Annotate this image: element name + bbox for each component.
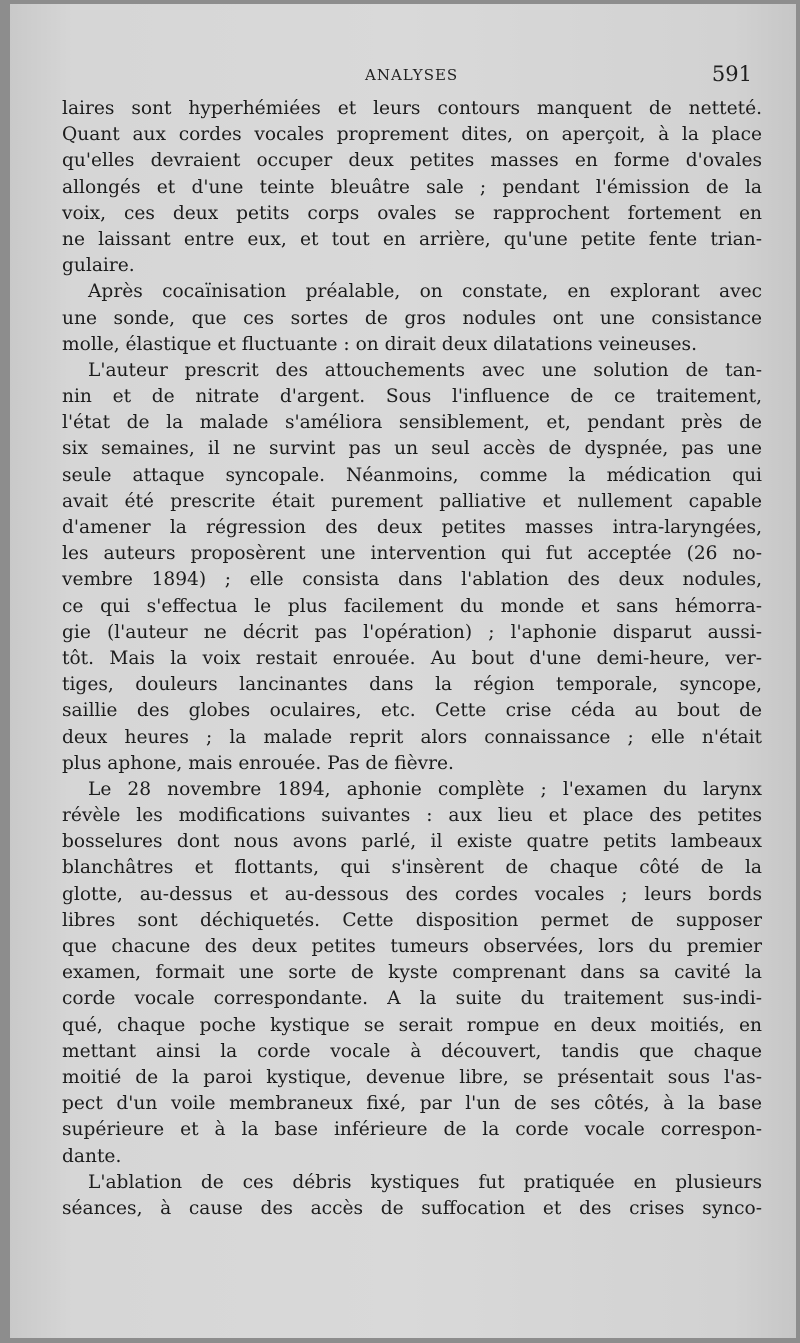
text-line: avait été prescrite était purement palliative et nullement capable [62, 490, 762, 512]
page-number: 591 [711, 62, 752, 86]
text-line: vembre 1894) ; elle consista dans l'ablation des deux nodules, [62, 569, 762, 591]
text-line: glotte, au-dessus et au-dessous des cordes vocales ; leurs bords [62, 883, 762, 905]
text-line: saillie des globes oculaires, etc. Cette crise céda au bout de [62, 700, 762, 722]
text-line: dante. [62, 1145, 122, 1167]
text-line: mettant ainsi la corde vocale à découvert, tandis que chaque [62, 1040, 762, 1062]
text-line: allongés et d'une teinte bleuâtre sale ; pendant l'émission de la [62, 176, 762, 198]
text-line: deux heures ; la malade reprit alors connaissance ; elle n'était [62, 726, 762, 748]
text-line: tiges, douleurs lancinantes dans la région temporale, syncope, [62, 674, 762, 696]
text-line: l'état de la malade s'améliora sensiblement, et, pendant près de [62, 412, 762, 434]
text-line: que chacune des deux petites tumeurs observées, lors du premier [62, 936, 762, 957]
text-line: séances, à cause des accès de suffocation et des crises synco- [62, 1197, 762, 1219]
text-line: d'amener la régression des deux petites masses intra-laryngées, [62, 517, 762, 538]
text-line: qu'elles devraient occuper deux petites masses en forme d'ovales [62, 150, 762, 172]
text-line: L'auteur prescrit des attouchements avec une solution de tan- [88, 359, 762, 381]
text-line: examen, formait une sorte de kyste comprenant dans sa cavité la [62, 962, 762, 984]
text-line: nin et de nitrate d'argent. Sous l'influence de ce traitement, [62, 386, 762, 408]
text-line: supérieure et à la base inférieure de la corde vocale correspon- [62, 1119, 762, 1141]
text-line: plus aphone, mais enrouée. Pas de fièvre. [62, 752, 454, 774]
text-line: qué, chaque poche kystique se serait rompue en deux moitiés, en [62, 1014, 762, 1036]
text-line: L'ablation de ces débris kystiques fut pratiquée en plusieurs [88, 1171, 762, 1193]
text-line: moitié de la paroi kystique, devenue libre, se présentait sous l'as- [62, 1066, 762, 1088]
text-line: bosselures dont nous avons parlé, il existe quatre petits lambeaux [62, 831, 762, 853]
text-line: gie (l'auteur ne décrit pas l'opération) ; l'aphonie disparut aussi- [62, 621, 762, 643]
text-line: seule attaque syncopale. Néanmoins, comme la médication qui [62, 464, 762, 486]
text-line: corde vocale correspondante. A la suite du traitement sus-indi- [62, 988, 762, 1010]
text-line: ce qui s'effectua le plus facilement du monde et sans hémorra- [62, 595, 762, 617]
text-line: molle, élastique et fluctuante : on dirait deux dilatations veineuses. [62, 333, 697, 355]
text-line: révèle les modifications suivantes : aux lieu et place des petites [62, 805, 762, 827]
text-line: gulaire. [62, 255, 135, 277]
text-line: pect d'un voile membraneux fixé, par l'un de ses côtés, à la base [62, 1093, 762, 1115]
text-line: Le 28 novembre 1894, aphonie complète ; l'examen du larynx [88, 778, 762, 800]
text-line: laires sont hyperhémiées et leurs contours manquent de netteté. [62, 98, 762, 119]
text-line: voix, ces deux petits corps ovales se rapprochent fortement en [62, 202, 762, 224]
body-text [62, 96, 762, 1222]
text-line: libres sont déchiquetés. Cette disposition permet de supposer [62, 909, 762, 931]
text-line: les auteurs proposèrent une intervention qui fut acceptée (26 no- [62, 543, 762, 565]
running-title: ANALYSES [365, 66, 459, 84]
text-line: tôt. Mais la voix restait enrouée. Au bout d'une demi-heure, ver- [62, 647, 762, 669]
text-line: six semaines, il ne survint pas un seul accès de dyspnée, pas une [62, 438, 762, 460]
text-line: Quant aux cordes vocales proprement dites, on aperçoit, à la place [62, 124, 762, 146]
book-page [10, 4, 796, 1338]
page-header [10, 62, 796, 92]
text-line: blanchâtres et flottants, qui s'insèrent de chaque côté de la [62, 857, 762, 879]
text-line: ne laissant entre eux, et tout en arrière, qu'une petite fente trian- [62, 228, 762, 250]
text-line: Après cocaïnisation préalable, on constate, en explorant avec [88, 281, 762, 303]
text-line: une sonde, que ces sortes de gros nodules ont une consistance [62, 307, 762, 329]
